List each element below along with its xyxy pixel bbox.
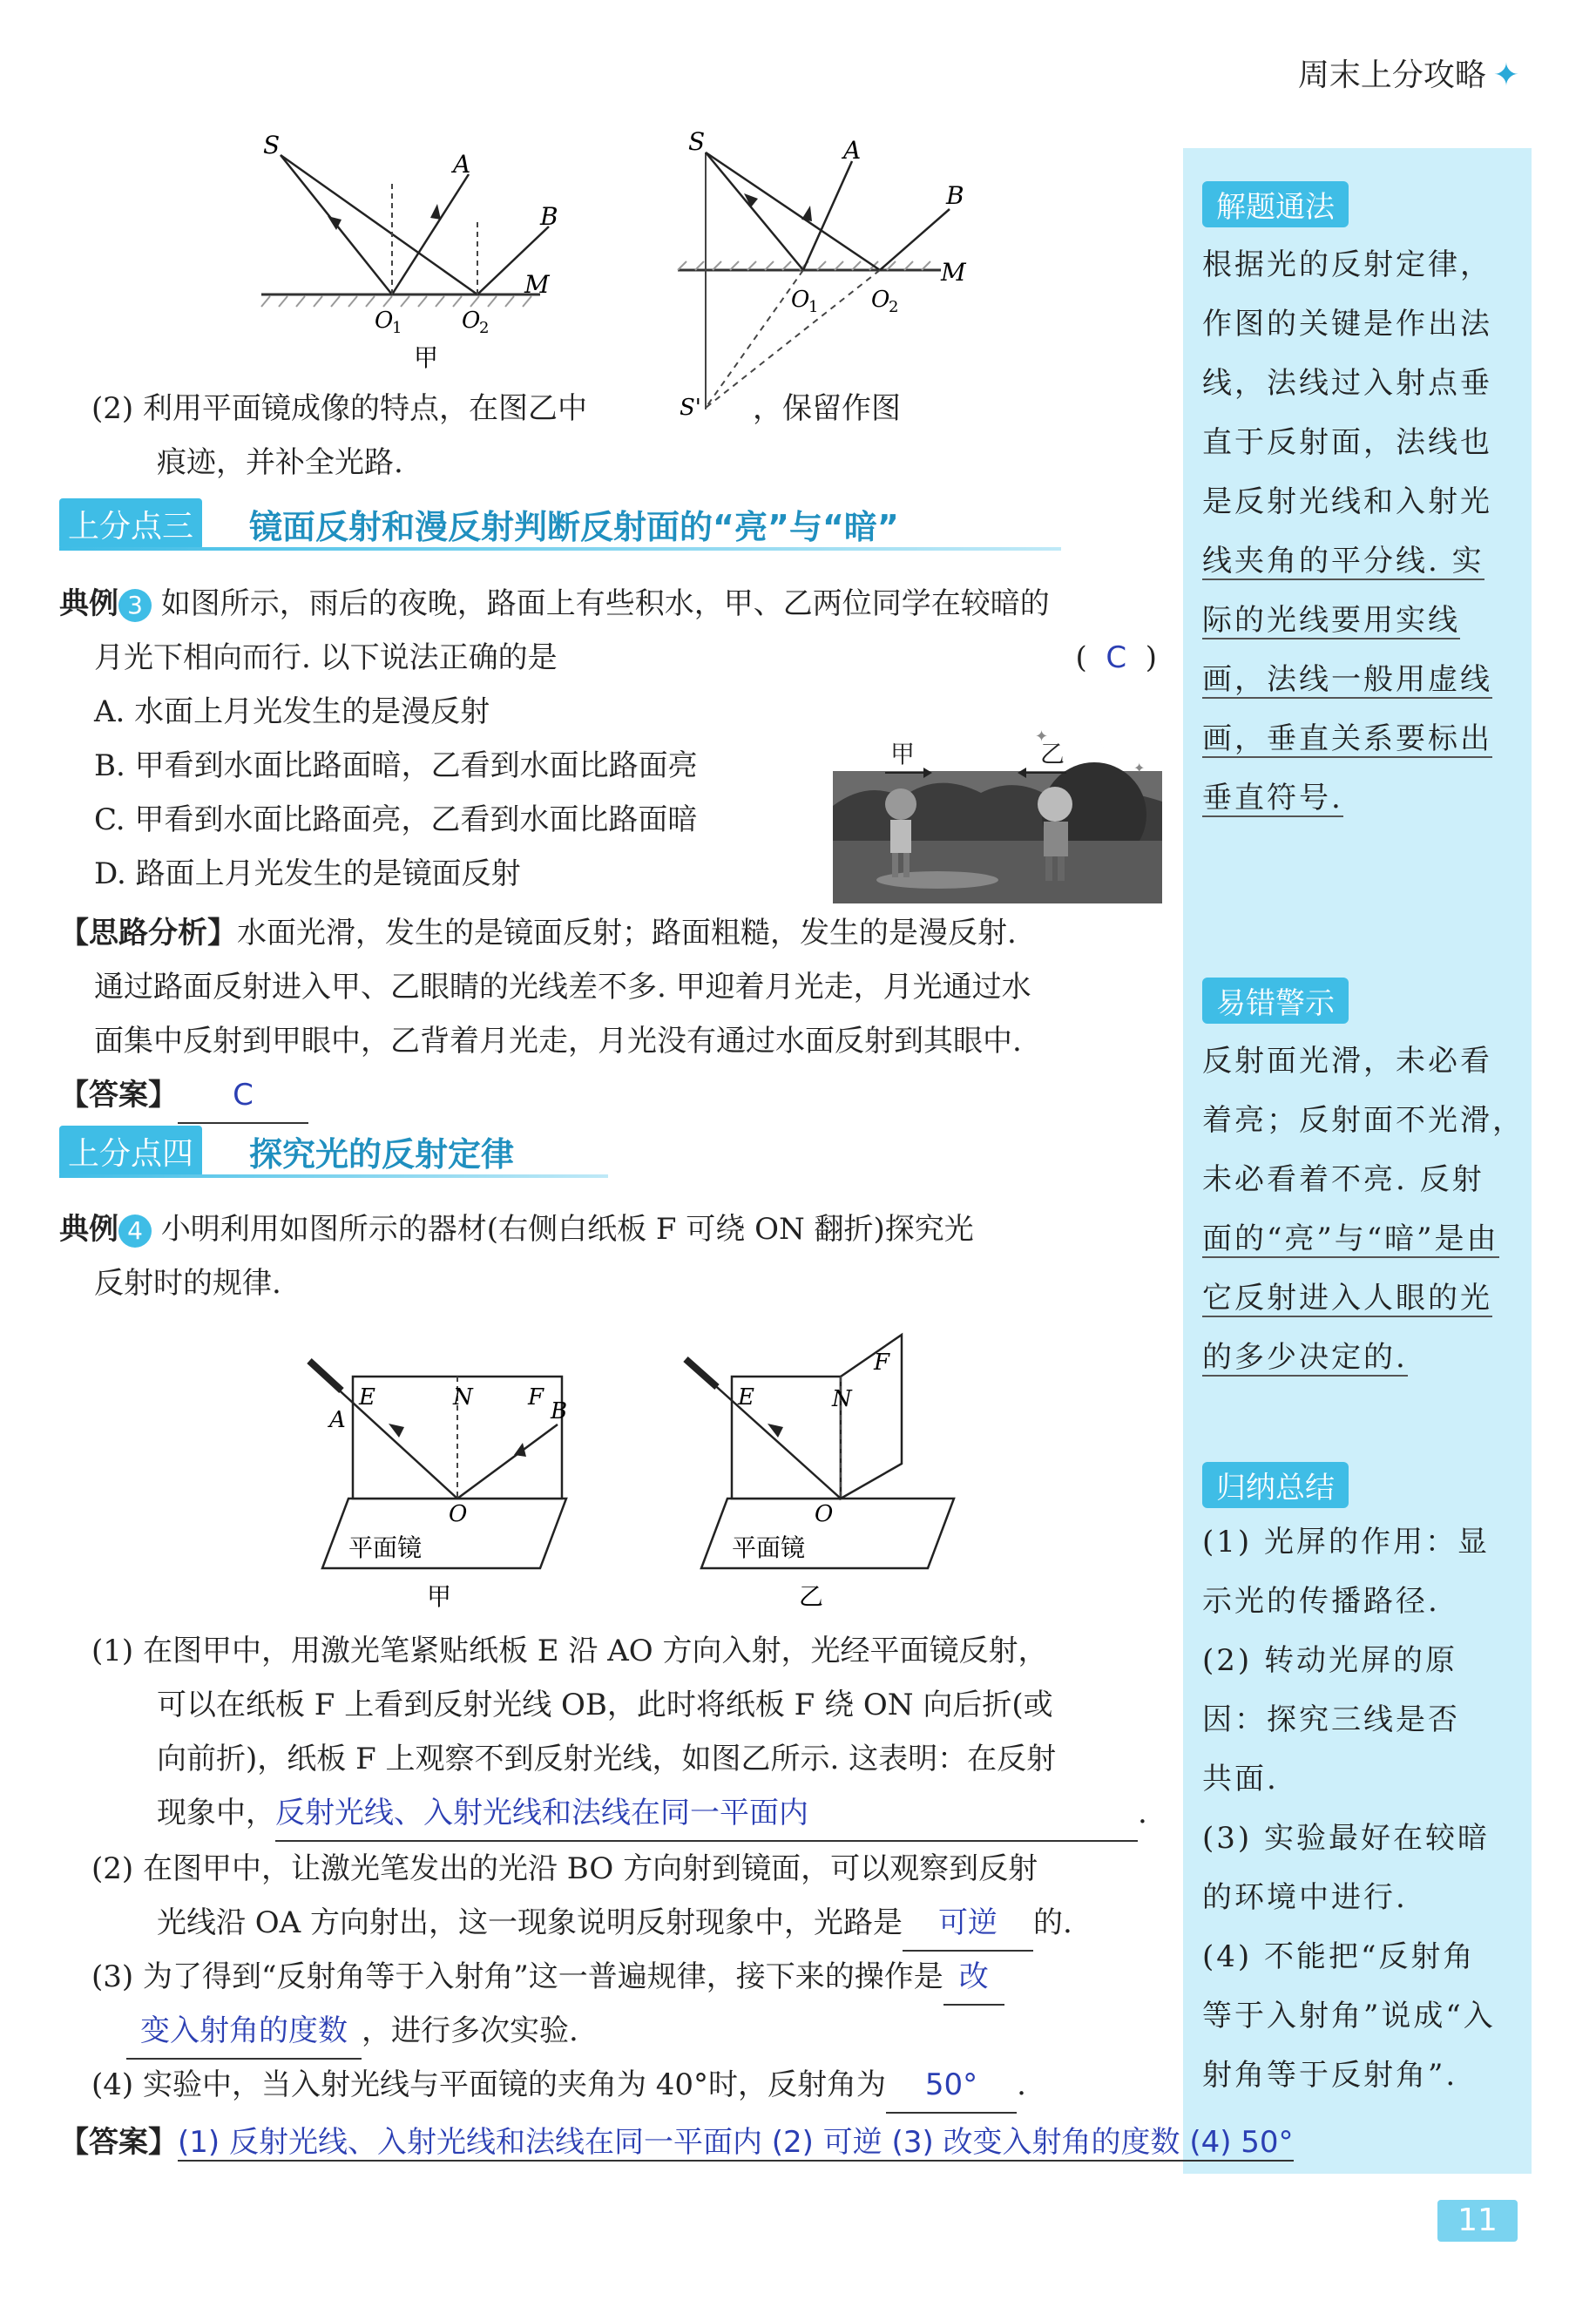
label-F: F — [874, 1350, 890, 1376]
header-title: 周末上分攻略 — [1297, 58, 1486, 93]
sb3-line: 示光的传播路径. — [1202, 1584, 1440, 1619]
sb3-line: 射角等于反射角”. — [1202, 2058, 1458, 2093]
bracket-close: ) — [1145, 640, 1157, 675]
caption-jia: 甲 — [427, 1582, 452, 1611]
sidebar — [1183, 148, 1532, 2174]
star-icon: ✦ — [1035, 727, 1049, 746]
sb1-line: 垂直符号. — [1202, 781, 1343, 815]
page-number: 11 — [1437, 2200, 1518, 2242]
q3-line1: 为了得到“反射角等于入射角”这一普遍规律，接下来的操作是 — [142, 1959, 943, 1994]
sb2-line: 未必看着不亮. 反射 — [1202, 1162, 1484, 1197]
q1-line1: 在图甲中，用激光笔紧贴纸板 E 沿 AO 方向入射，光经平面镜反射， — [142, 1634, 1048, 1668]
q-num: (4) — [91, 2067, 134, 2102]
label-F: F — [528, 1384, 544, 1411]
q2-line1: 在图甲中，让激光笔发出的光沿 BO 方向射到镜面，可以观察到反射 — [142, 1851, 1038, 1886]
label-N: N — [453, 1384, 473, 1411]
ex3-answer-bracket — [1075, 631, 1157, 685]
ex4-stem-line1: 小明利用如图所示的器材(右侧白纸板 F 可绕 ON 翻折)探究光 — [160, 1212, 974, 1247]
q1-end: . — [1138, 1796, 1147, 1830]
example-number: 4 — [118, 1215, 152, 1248]
q3-end: ，进行多次实验. — [362, 2013, 578, 2048]
label-mirror: 平面镜 — [732, 1533, 806, 1562]
ex4-stem-line2: 反射时的规律. — [94, 1266, 281, 1301]
q4-end: . — [1017, 2067, 1026, 2102]
sb2-line: 的多少决定的. — [1202, 1340, 1408, 1375]
label-O1: O — [791, 287, 810, 313]
option-a: A. 水面上月光发生的是漫反射 — [94, 694, 490, 729]
q-num: (3) — [91, 1959, 134, 1994]
q2-end: 的. — [1033, 1905, 1072, 1940]
q4-line1: 实验中，当入射光线与平面镜的夹角为 40°时，反射角为 — [142, 2067, 887, 2102]
ex4-answer-text: (1) 反射光线、入射光线和法线在同一平面内 (2) 可逆 (3) 改变入射角的度数 (4) 50° — [178, 2125, 1294, 2160]
q1-line3: 向前折)，纸板 F 上观察不到反射光线，如图乙所示. 这表明：在反射 — [157, 1742, 1057, 1776]
q2-answer: 可逆 — [903, 1896, 1033, 1952]
sb3-line: (1) 光屏的作用：显 — [1202, 1525, 1490, 1560]
label-O1-sub: 1 — [808, 298, 819, 316]
label-O1-sub: 1 — [392, 319, 402, 337]
ex3-stem-line2-row — [94, 631, 1157, 685]
q2-line2-text: 光线沿 OA 方向射出，这一现象说明反射现象中，光路是 — [157, 1905, 903, 1940]
analysis-label: 【思路分析】 — [59, 916, 237, 951]
sb1-line: 线，法线过入射点垂 — [1202, 366, 1492, 401]
figure-experiment-yi — [675, 1316, 971, 1620]
sb1-line: 直于反射面，法线也 — [1202, 425, 1492, 460]
q3-answer-part1: 改 — [943, 1950, 1004, 2006]
sparkle-icon: ✦ — [1492, 58, 1519, 93]
q-num: (2) — [91, 1851, 134, 1886]
label-O2-sub: 2 — [479, 319, 490, 337]
label-E: E — [359, 1384, 375, 1411]
label-N: N — [832, 1386, 852, 1412]
night-scene-illustration — [833, 710, 1162, 903]
example-label: 典例 — [59, 586, 118, 621]
label-S-prime: S' — [680, 395, 701, 421]
label-mirror: 平面镜 — [348, 1533, 423, 1562]
caption-yi: 乙 — [799, 1582, 824, 1611]
answer-label: 【答案】 — [59, 2125, 178, 2160]
label-O2: O — [871, 287, 890, 313]
figure-yi-top — [662, 122, 1011, 421]
sb2-line: 面的“亮”与“暗”是由 — [1202, 1221, 1499, 1256]
section3-header — [59, 498, 1061, 551]
sb3-line: 的环境中进行. — [1202, 1880, 1408, 1915]
label-B: B — [946, 181, 964, 210]
answer-label: 【答案】 — [59, 1078, 178, 1113]
sb1-line: 线夹角的平分线. 实 — [1202, 544, 1484, 578]
sb1-line: 际的光线要用实线 — [1202, 603, 1460, 638]
sb1-line: 画，法线一般用虚线 — [1202, 662, 1492, 697]
sb2-line: 它反射进入人眼的光 — [1202, 1281, 1492, 1316]
section4-tag: 上分点四 — [59, 1126, 202, 1177]
pic-label-jia: 甲 — [890, 740, 916, 768]
section3-title: 镜面反射和漫反射判断反射面的“亮”与“暗” — [249, 508, 899, 546]
ex4-q3 — [91, 1950, 1163, 2006]
ex3-answer-row — [59, 1068, 308, 1124]
label-O1: O — [375, 308, 394, 334]
q2-line2 — [157, 1896, 1072, 1952]
option-b: B. 甲看到水面比路面暗，乙看到水面比路面亮 — [94, 748, 698, 783]
sb1-line: 根据光的反射定律， — [1202, 247, 1492, 282]
label-O2: O — [462, 308, 481, 334]
analysis-line3: 面集中反射到甲眼中，乙背着月光走，月光没有通过水面反射到其眼中. — [94, 1024, 1022, 1059]
analysis-line2: 通过路面反射进入甲、乙眼睛的光线差不多. 甲迎着月光走，月光通过水 — [94, 970, 1031, 1005]
ex4-q4 — [91, 2058, 1163, 2114]
sb3-line: (2) 转动光屏的原 — [1202, 1643, 1457, 1678]
ex4-q2 — [91, 1842, 1163, 1896]
ex4-answer-row — [59, 2115, 1294, 2169]
sidebar-tag-method: 解题通法 — [1202, 181, 1349, 227]
figure-jia-top — [244, 122, 653, 383]
sb3-line: 共面. — [1202, 1762, 1279, 1796]
q-num: (1) — [91, 1634, 134, 1668]
ex3-stem-line2: 月光下相向而行. 以下说法正确的是 — [94, 640, 558, 675]
sb3-line: 因：探究三线是否 — [1202, 1702, 1460, 1737]
ex4-q1 — [91, 1624, 1163, 1678]
section4-header — [59, 1126, 608, 1178]
sb2-line: 反射面光滑，未必看 — [1202, 1044, 1492, 1079]
section3-tag: 上分点三 — [59, 498, 202, 550]
page-header — [1298, 51, 1519, 95]
label-S: S — [688, 127, 706, 156]
q1-line4 — [157, 1786, 1147, 1842]
label-B: B — [551, 1398, 568, 1424]
sb1-line: 画，垂直关系要标出 — [1202, 721, 1492, 756]
q4-answer: 50° — [886, 2058, 1017, 2114]
ex4-stem — [59, 1202, 1166, 1256]
sb1-line: 是反射光线和入射光 — [1202, 484, 1492, 519]
ex3-answer-value: C — [178, 1068, 308, 1124]
q-num: (2) — [91, 391, 134, 426]
label-A: A — [453, 150, 471, 179]
sidebar-tag-summary: 归纳总结 — [1202, 1462, 1349, 1508]
label-B: B — [540, 202, 558, 231]
label-O: O — [815, 1501, 834, 1527]
prev-question-2-line2: 痕迹，并补全光路. — [157, 445, 403, 480]
star-icon: ✦ — [1133, 760, 1146, 776]
q-text: 利用平面镜成像的特点，在图乙中 — [142, 391, 587, 426]
sb3-line: 等于入射角”说成“入 — [1202, 1999, 1496, 2033]
prev-question-2 — [91, 382, 1172, 436]
label-M: M — [524, 270, 550, 299]
figure-experiment-jia — [305, 1324, 601, 1620]
sidebar-tag-warning: 易错警示 — [1202, 978, 1349, 1024]
label-A: A — [329, 1407, 346, 1433]
sidebar-text-method — [1202, 235, 1525, 828]
sidebar-text-warning — [1202, 1032, 1525, 1387]
sb1-line: 作图的关键是作出法 — [1202, 307, 1492, 342]
sb3-line: (3) 实验最好在较暗 — [1202, 1821, 1490, 1856]
sb3-line: (4) 不能把“反射角 — [1202, 1939, 1476, 1974]
label-O2-sub: 2 — [889, 298, 899, 316]
label-E: E — [738, 1384, 754, 1411]
ex3-stem-line1: 如图所示，雨后的夜晚，路面上有些积水，甲、乙两位同学在较暗的 — [160, 586, 1050, 621]
q1-line4-text: 现象中， — [157, 1796, 275, 1830]
option-c: C. 甲看到水面比路面亮，乙看到水面比路面暗 — [94, 802, 698, 837]
label-A: A — [843, 136, 862, 165]
q1-line2: 可以在纸板 F 上看到反射光线 OB，此时将纸板 F 绕 ON 向后折(或 — [157, 1688, 1053, 1722]
bracket-open: ( — [1075, 640, 1087, 675]
sidebar-text-summary — [1202, 1512, 1525, 2105]
analysis-line1: 水面光滑，发生的是镜面反射；路面粗糙，发生的是漫反射. — [237, 916, 1017, 951]
example-number: 3 — [118, 589, 152, 622]
caption-jia: 甲 — [414, 343, 439, 372]
ex3-choice-answer: C — [1106, 640, 1127, 675]
ex3-analysis — [59, 906, 1166, 960]
label-S: S — [263, 131, 281, 159]
option-d: D. 路面上月光发生的是镜面反射 — [94, 856, 521, 891]
example-label: 典例 — [59, 1212, 118, 1247]
label-O: O — [449, 1501, 468, 1527]
label-M: M — [941, 258, 966, 287]
sb2-line: 着亮；反射面不光滑， — [1202, 1103, 1525, 1138]
q-text: ，保留作图 — [752, 391, 901, 426]
q3-line2 — [126, 2004, 578, 2060]
section4-title: 探究光的反射定律 — [249, 1135, 515, 1174]
pic-label-yi: 乙 — [1040, 740, 1065, 768]
q1-answer: 反射光线、入射光线和法线在同一平面内 — [275, 1786, 1138, 1842]
ex3-stem — [59, 577, 1166, 631]
q3-answer-part2: 变入射角的度数 — [126, 2004, 362, 2060]
